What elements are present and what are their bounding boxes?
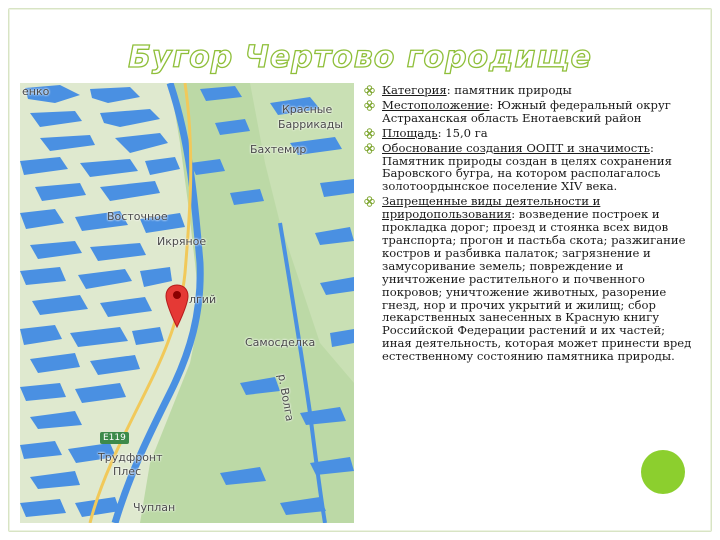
item-sep: : [489,97,498,112]
map-label-krasnye: Красные [282,103,333,116]
item-term: Запрещенные виды деятельности и природопользования [382,194,601,222]
list-item-category [362,84,692,97]
list-item-location [362,99,692,125]
item-sep: : [511,207,519,222]
map-label-ples: Плес [113,465,142,478]
item-sep: : [649,140,654,155]
item-term: Местоположение [382,97,490,112]
road-badge-e119: E119 [100,432,129,444]
item-term: Обоснование создания ООПТ и значимость [382,140,650,155]
item-sep: : [446,83,455,97]
item-text: возведение построек и прокладка дорог; проезд и стоянка всех видов транспорта; прогон и пастьба скота; разжигание костров и разбивка палаток; загрязнение и замусоривание земель; повреждение и уничтожение растительного и почвенного покровов; уничтожение животных, разорение гнезд, нор и прочих укрытий и жилищ; сбор лекарственных занесенных в Красную книгу Российской Федерации растений и их частей; иная деятельность, которая может принести вред естественному состоянию памятника природы. [382,207,692,364]
map-label-trudfront: Трудфронт [98,451,163,464]
item-sep: : [437,125,446,140]
list-item-prohibited [362,195,692,363]
item-term: Категория [382,83,447,97]
map-label-ikryanoe: Икряное [157,235,207,248]
item-text: памятник природы [454,83,572,97]
clover-bullet-icon [364,196,375,207]
clover-bullet-icon [364,100,375,111]
clover-bullet-icon [364,128,375,139]
item-text: Южный федеральный округ Астраханская область Енотаевский район [382,97,671,125]
item-text: 15,0 га [445,125,488,140]
clover-bullet-icon [364,85,375,96]
map-label-bakhtemir: Бахтемир [250,143,307,156]
decorative-circle [641,450,685,494]
map-label-enko: енко [22,85,50,98]
map-label-chuplan: Чуплан [133,501,176,514]
list-item-justification [362,142,692,194]
location-pin-icon[interactable] [165,283,189,329]
item-term: Площадь [382,125,438,140]
map-label-vostochnoe: Восточное [107,210,168,223]
map-label-barrikady: Баррикады [278,118,344,131]
map-label-r-volga: р. Волга [275,373,297,423]
map-label-lgiy: лгий [189,293,217,306]
map-label-samosdelka: Самосделка [245,336,316,349]
page-title: Бугор Чертово городище [128,40,592,75]
list-item-area [362,127,692,140]
info-list [362,84,692,365]
clover-bullet-icon [364,143,375,154]
item-text: Памятник природы создан в целях сохранения Баровского бугра, на котором располагалось золотоордынское поселение XIV века. [382,153,672,194]
map[interactable] [20,83,354,523]
